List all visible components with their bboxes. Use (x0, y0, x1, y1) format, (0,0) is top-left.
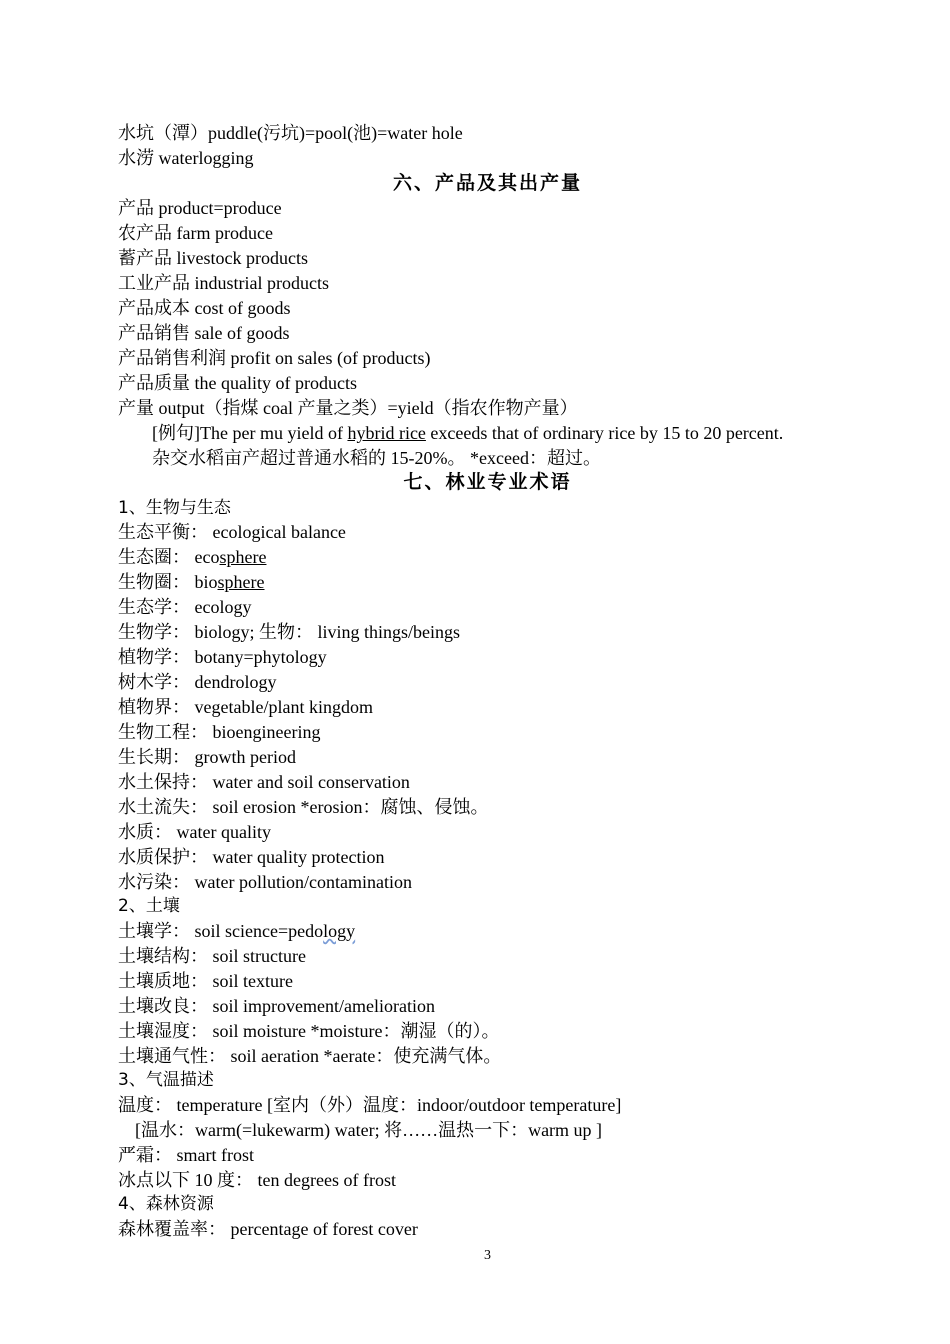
text-line: 蓄产品 livestock products (118, 248, 308, 268)
text-line: 水涝 waterlogging (118, 148, 254, 168)
text-line (118, 545, 266, 569)
text-line: 水坑（潭）puddle(污坑)=pool(池)=water hole (118, 123, 463, 143)
text-line: 生长期： growth period (118, 747, 296, 767)
text-line: 树木学： dendrology (118, 672, 277, 692)
text-line: 土壤质地： soil texture (118, 971, 293, 991)
text-line: 产品销售利润 profit on sales (of products) (118, 348, 431, 368)
text-line (118, 919, 355, 943)
text-line: 植物学： botany=phytology (118, 647, 327, 667)
text-line: 土壤通气性： soil aeration *aerate：使充满气体。 (118, 1046, 502, 1066)
text-line: 产品 product=produce (118, 198, 282, 218)
text-line: 植物界： vegetable/plant kingdom (118, 697, 373, 717)
text-line: 生物学： biology; 生物： living things/beings (118, 622, 461, 642)
text-line: 产品销售 sale of goods (118, 323, 290, 343)
underlined-term: hybrid rice (347, 423, 426, 443)
term-text: 生物圈： bio (118, 572, 218, 592)
example-sentence (152, 421, 783, 445)
subsection-heading: 4、森林资源 (118, 1194, 214, 1214)
example-text: [例句]The per mu yield of (152, 423, 348, 443)
text-line: 水质保护： water quality protection (118, 847, 385, 867)
text-line: 冰点以下 10 度： ten degrees of frost (118, 1170, 396, 1190)
subsection-heading: 2、土壤 (118, 896, 180, 916)
text-line: 产品成本 cost of goods (118, 298, 291, 318)
text-line: 水土保持： water and soil conservation (118, 772, 410, 792)
text-line: 森林覆盖率： percentage of forest cover (118, 1219, 418, 1239)
text-line: 温度： temperature [室内（外）温度：indoor/outdoor temperature] (118, 1095, 622, 1115)
underlined-term: sphere (219, 547, 267, 567)
subsection-heading: 1、生物与生态 (118, 498, 231, 518)
page-number: 3 (484, 1248, 491, 1263)
text-line: 生态平衡： ecological balance (118, 522, 346, 542)
text-line (118, 570, 265, 594)
text-line: 水土流失： soil erosion *erosion：腐蚀、侵蚀。 (118, 797, 489, 817)
text-line: 水质： water quality (118, 822, 271, 842)
text-line: 土壤结构： soil structure (118, 946, 306, 966)
underlined-term: sphere (217, 572, 265, 592)
subsection-heading: 3、气温描述 (118, 1070, 214, 1090)
spellcheck-underlined-term: logy (323, 921, 356, 941)
text-line: 水污染： water pollution/contamination (118, 872, 412, 892)
example-text: exceeds that of ordinary rice by 15 to 20 percent. (425, 423, 784, 443)
text-line: 土壤湿度： soil moisture *moisture：潮湿（的）。 (118, 1021, 500, 1041)
text-line: 产量 output（指煤 coal 产量之类）=yield（指农作物产量） (118, 398, 578, 418)
text-line: 严霜： smart frost (118, 1145, 254, 1165)
section-heading: 七、林业专业术语 (403, 471, 572, 493)
example-translation: 杂交水稻亩产超过普通水稻的 15-20%。 *exceed：超过。 (152, 448, 601, 468)
section-heading: 六、产品及其出产量 (392, 172, 582, 194)
text-line: [温水：warm(=lukewarm) water; 将……温热一下：warm up ] (135, 1120, 603, 1140)
text-line: 产品质量 the quality of products (118, 373, 357, 393)
text-line: 生态学： ecology (118, 597, 252, 617)
term-text: 土壤学： soil science=pedo (118, 921, 324, 941)
term-text: 生态圈： eco (118, 547, 220, 567)
text-line: 土壤改良： soil improvement/amelioration (118, 996, 435, 1016)
text-line: 农产品 farm produce (118, 223, 273, 243)
text-line: 生物工程： bioengineering (118, 722, 321, 742)
text-line: 工业产品 industrial products (118, 273, 329, 293)
